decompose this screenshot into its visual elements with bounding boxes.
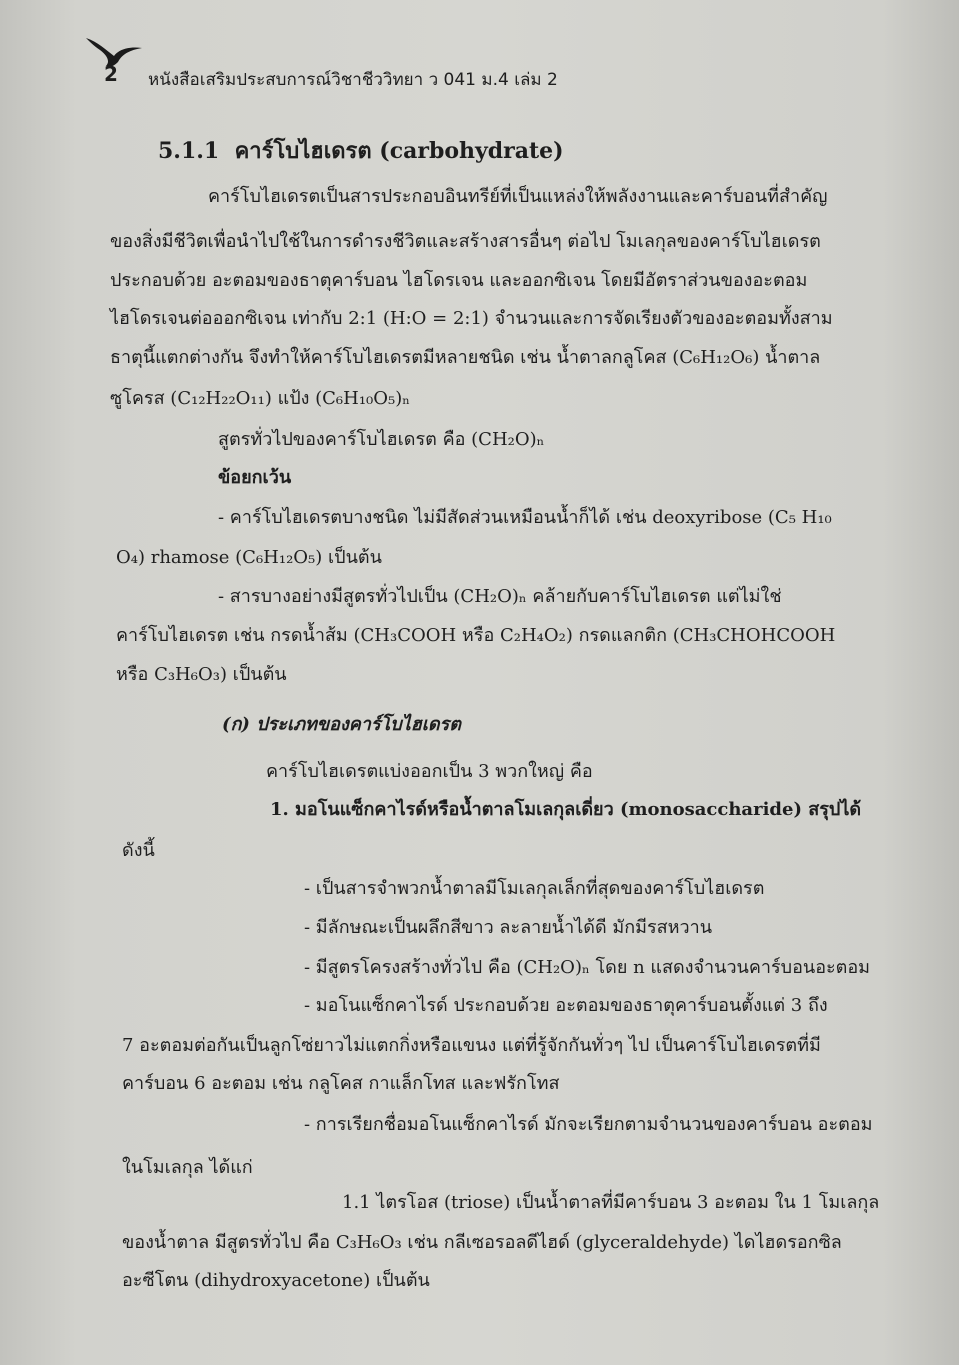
general-formula: สูตรทั่วไปของคาร์โบไฮเดรต คือ (CH₂O)ₙ: [218, 429, 545, 450]
bullet-item: - มอโนแซ็กคาไรด์ ประกอบด้วย อะตอมของธาตุคาร์บอนตั้งแต่ 3 ถึง: [304, 995, 828, 1016]
paragraph-line: ประกอบด้วย อะตอมของธาตุคาร์บอน ไฮโดรเจน และออกซิเจน โดยมีอัตราส่วนของอะตอม: [110, 270, 808, 291]
exception-item-cont: คาร์โบไฮเดรต เช่น กรดน้ำส้ม (CH₃COOH หรือ C₂H₄O₂) กรดแลกติก (CH₃CHOHCOOH: [116, 625, 836, 646]
bullet-item-cont: คาร์บอน 6 อะตอม เช่น กลูโคส กาแล็กโทส และฟรักโทส: [122, 1073, 560, 1094]
paragraph-line: ของสิ่งมีชีวิตเพื่อนำไปใช้ในการดำรงชีวิตและสร้างสารอื่นๆ ต่อไป โมเลกุลของคาร์โบไฮเดรต: [110, 231, 821, 252]
paragraph-line: คาร์โบไฮเดรตแบ่งออกเป็น 3 พวกใหญ่ คือ: [266, 761, 593, 782]
section-number: 5.1.1: [158, 138, 220, 164]
bullet-item-cont: 7 อะตอมต่อกันเป็นลูกโซ่ยาวไม่แตกกิ่งหรือแขนง แต่ที่รู้จักกันทั่วๆ ไป เป็นคาร์โบไฮเดรตที่มี: [122, 1035, 821, 1056]
bullet-item: - มีสูตรโครงสร้างทั่วไป คือ (CH₂O)ₙ โดย n แสดงจำนวนคาร์บอนอะตอม: [304, 957, 871, 978]
paragraph-line: ซูโครส (C₁₂H₂₂O₁₁) แป้ง (C₆H₁₀O₅)ₙ: [110, 388, 411, 409]
exception-item: - คาร์โบไฮเดรตบางชนิด ไม่มีสัดส่วนเหมือนน้ำก็ได้ เช่น deoxyribose (C₅ H₁₀: [218, 507, 832, 528]
bullet-item: - การเรียกชื่อมอโนแซ็กคาไรด์ มักจะเรียกตามจำนวนของคาร์บอน อะตอม: [304, 1114, 873, 1135]
bullet-item: - เป็นสารจำพวกน้ำตาลมีโมเลกุลเล็กที่สุดของคาร์โบไฮเดรต: [304, 878, 765, 899]
section-heading: [158, 133, 564, 168]
list-item-heading: 1. มอโนแซ็กคาไรด์หรือน้ำตาลโมเลกุลเดี่ยว (monosaccharide) สรุปได้: [270, 799, 862, 820]
exception-item-cont: หรือ C₃H₆O₃) เป็นต้น: [116, 664, 287, 685]
subitem-triose: 1.1 ไตรโอส (triose) เป็นน้ำตาลที่มีคาร์บอน 3 อะตอม ใน 1 โมเลกุล: [342, 1192, 880, 1213]
bullet-item: - มีลักษณะเป็นผลึกสีขาว ละลายน้ำได้ดี มักมีรสหวาน: [304, 917, 713, 938]
subitem-cont: อะซีโตน (dihydroxyacetone) เป็นต้น: [122, 1270, 430, 1291]
paragraph-line: ไฮโดรเจนต่อออกซิเจน เท่ากับ 2:1 (H:O = 2:1) จำนวนและการจัดเรียงตัวของอะตอมทั้งสาม: [110, 308, 833, 329]
running-header: หนังสือเสริมประสบการณ์วิชาชีววิทยา ว 041 ม.4 เล่ม 2: [148, 70, 558, 90]
page-number: 2: [104, 62, 118, 86]
paragraph-line: ดังนี้: [122, 840, 155, 861]
subitem-cont: ของน้ำตาล มีสูตรทั่วไป คือ C₃H₆O₃ เช่น กลีเซอรอลดีไฮด์ (glyceraldehyde) ไดไฮดรอกซิล: [122, 1232, 842, 1253]
section-title: คาร์โบไฮเดรต (carbohydrate): [234, 138, 564, 164]
subsection-heading: (ก) ประเภทของคาร์โบไฮเดรต: [222, 714, 461, 735]
paragraph-line: คาร์โบไฮเดรตเป็นสารประกอบอินทรีย์ที่เป็นแหล่งให้พลังงานและคาร์บอนที่สำคัญ: [208, 186, 828, 207]
paragraph-line: ธาตุนี้แตกต่างกัน จึงทำให้คาร์โบไฮเดรตมีหลายชนิด เช่น น้ำตาลกลูโคส (C₆H₁₂O₆) น้ำตาล: [110, 347, 821, 368]
bullet-item-cont: ในโมเลกุล ได้แก่: [122, 1157, 253, 1178]
exception-item: - สารบางอย่างมีสูตรทั่วไปเป็น (CH₂O)ₙ คล้ายกับคาร์โบไฮเดรต แต่ไม่ใช่: [218, 586, 782, 607]
exception-item-cont: O₄) rhamose (C₆H₁₂O₅) เป็นต้น: [116, 547, 382, 568]
exceptions-heading: ข้อยกเว้น: [218, 467, 292, 488]
